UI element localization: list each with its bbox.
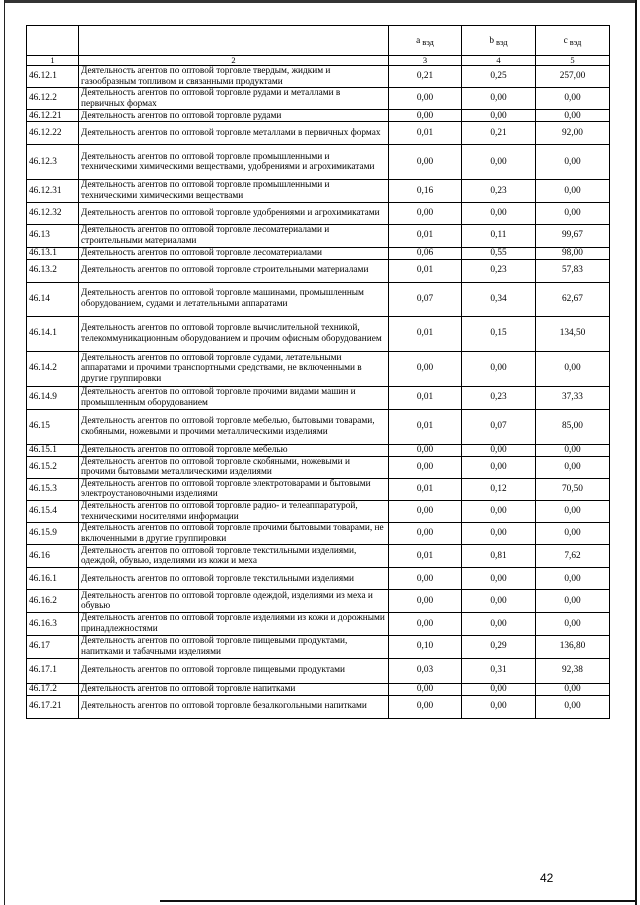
row-a-value: 0,06 <box>389 247 462 259</box>
row-c-value: 0,00 <box>536 351 610 386</box>
row-b-value: 0,00 <box>462 613 536 635</box>
row-b-value: 0,00 <box>462 695 536 718</box>
row-code-cell: 46.15.4 <box>27 500 79 522</box>
row-name-cell: Деятельность агентов по оптовой торговле скобяными, ножевыми и прочими бытовыми металлическими изделиями <box>79 456 389 478</box>
row-code-cell: 46.16 <box>27 545 79 568</box>
row-c-value: 0,00 <box>536 683 610 695</box>
row-c-value: 134,50 <box>536 316 610 351</box>
row-name-cell: Деятельность агентов по оптовой торговле рудами и металлами в первичных формах <box>79 88 389 110</box>
table-row <box>27 259 610 282</box>
column-index-5: 5 <box>536 56 610 66</box>
row-c-value: 0,00 <box>536 500 610 522</box>
row-c-value: 57,83 <box>536 259 610 282</box>
activity-coefficients-table <box>26 25 610 719</box>
header-row <box>27 26 610 56</box>
row-a-value: 0,00 <box>389 695 462 718</box>
row-b-value: 0,23 <box>462 180 536 202</box>
page-number: 42 <box>540 871 554 885</box>
row-code-cell: 46.14.9 <box>27 386 79 409</box>
table-row <box>27 145 610 180</box>
row-name-cell: Деятельность агентов по оптовой торговле пищевыми продуктами, напитками и табачными изделиями <box>79 635 389 658</box>
row-name-cell: Деятельность агентов по оптовой торговле прочими видами машин и промышленным оборудованием <box>79 386 389 409</box>
table-row <box>27 444 610 456</box>
scan-edge-top <box>4 0 636 3</box>
table-row <box>27 88 610 110</box>
row-code-cell: 46.12.22 <box>27 122 79 145</box>
row-name-cell: Деятельность агентов по оптовой торговле мебелью <box>79 444 389 456</box>
column-index-1: 1 <box>27 56 79 66</box>
row-code-cell: 46.16.1 <box>27 568 79 590</box>
table-row <box>27 635 610 658</box>
row-c-value: 70,50 <box>536 478 610 500</box>
row-name-cell: Деятельность агентов по оптовой торговле промышленными и техническими химическими веществами <box>79 180 389 202</box>
row-name-cell: Деятельность агентов по оптовой торговле безалкогольными напитками <box>79 695 389 718</box>
header-name-cell <box>79 26 389 56</box>
row-name-cell: Деятельность агентов по оптовой торговле пищевыми продуктами <box>79 658 389 683</box>
row-c-value: 85,00 <box>536 409 610 444</box>
row-b-value: 0,25 <box>462 66 536 88</box>
row-a-value: 0,01 <box>389 478 462 500</box>
row-a-value: 0,00 <box>389 110 462 122</box>
table-row <box>27 409 610 444</box>
column-index-3: 3 <box>389 56 462 66</box>
row-a-value: 0,01 <box>389 316 462 351</box>
row-b-value: 0,00 <box>462 145 536 180</box>
table-row <box>27 351 610 386</box>
table-row <box>27 545 610 568</box>
row-name-cell: Деятельность агентов по оптовой торговле рудами <box>79 110 389 122</box>
table-row <box>27 658 610 683</box>
table-row <box>27 180 610 202</box>
row-code-cell: 46.15.9 <box>27 523 79 545</box>
row-c-value: 0,00 <box>536 456 610 478</box>
row-name-cell: Деятельность агентов по оптовой торговле лесоматериалами и строительными материалами <box>79 224 389 247</box>
row-code-cell: 46.13.2 <box>27 259 79 282</box>
row-name-cell: Деятельность агентов по оптовой торговле твердым, жидким и газообразным топливом и связанными продуктами <box>79 66 389 88</box>
row-name-cell: Деятельность агентов по оптовой торговле строительными материалами <box>79 259 389 282</box>
row-c-value: 257,00 <box>536 66 610 88</box>
table-row <box>27 386 610 409</box>
row-b-value: 0,11 <box>462 224 536 247</box>
table-row <box>27 590 610 613</box>
row-c-value: 62,67 <box>536 282 610 316</box>
row-name-cell: Деятельность агентов по оптовой торговле вычислительной техникой, телекоммуникационным оборудованием и прочим офисным оборудованием <box>79 316 389 351</box>
row-a-value: 0,00 <box>389 202 462 224</box>
row-code-cell: 46.12.2 <box>27 88 79 110</box>
row-a-value: 0,00 <box>389 590 462 613</box>
row-code-cell: 46.15 <box>27 409 79 444</box>
row-code-cell: 46.12.31 <box>27 180 79 202</box>
row-b-value: 0,00 <box>462 444 536 456</box>
row-name-cell: Деятельность агентов по оптовой торговле лесоматериалами <box>79 247 389 259</box>
column-index-4: 4 <box>462 56 536 66</box>
row-c-value: 0,00 <box>536 695 610 718</box>
row-b-value: 0,21 <box>462 122 536 145</box>
row-name-cell: Деятельность агентов по оптовой торговле судами, летательными аппаратами и прочими транспортными средствами, не включенными в другие группировки <box>79 351 389 386</box>
row-b-value: 0,34 <box>462 282 536 316</box>
row-c-value: 7,62 <box>536 545 610 568</box>
row-b-value: 0,00 <box>462 351 536 386</box>
row-code-cell: 46.15.3 <box>27 478 79 500</box>
header-c-cell <box>536 26 610 56</box>
row-a-value: 0,00 <box>389 456 462 478</box>
row-b-value: 0,07 <box>462 409 536 444</box>
table-row <box>27 316 610 351</box>
row-c-value: 0,00 <box>536 613 610 635</box>
row-code-cell: 46.17.21 <box>27 695 79 718</box>
row-b-value: 0,00 <box>462 683 536 695</box>
row-code-cell: 46.12.1 <box>27 66 79 88</box>
header-code-cell <box>27 26 79 56</box>
row-c-value: 0,00 <box>536 444 610 456</box>
row-a-value: 0,01 <box>389 224 462 247</box>
table-row <box>27 683 610 695</box>
scan-edge-right <box>635 0 637 905</box>
row-name-cell: Деятельность агентов по оптовой торговле удобрениями и агрохимикатами <box>79 202 389 224</box>
row-c-value: 37,33 <box>536 386 610 409</box>
row-c-value: 0,00 <box>536 590 610 613</box>
row-b-value: 0,00 <box>462 523 536 545</box>
header-c-sub: вэд <box>569 36 582 47</box>
header-a-cell <box>389 26 462 56</box>
table-row <box>27 122 610 145</box>
row-c-value: 99,67 <box>536 224 610 247</box>
row-name-cell: Деятельность агентов по оптовой торговле одеждой, изделиями из меха и обувью <box>79 590 389 613</box>
row-a-value: 0,00 <box>389 351 462 386</box>
row-c-value: 0,00 <box>536 202 610 224</box>
table-row <box>27 247 610 259</box>
row-a-value: 0,16 <box>389 180 462 202</box>
row-name-cell: Деятельность агентов по оптовой торговле изделиями из кожи и дорожными принадлежностями <box>79 613 389 635</box>
row-code-cell: 46.17.1 <box>27 658 79 683</box>
row-b-value: 0,00 <box>462 88 536 110</box>
row-code-cell: 46.12.3 <box>27 145 79 180</box>
column-index-2: 2 <box>79 56 389 66</box>
row-b-value: 0,00 <box>462 110 536 122</box>
row-c-value: 0,00 <box>536 110 610 122</box>
header-c-main: c <box>563 35 568 46</box>
row-b-value: 0,31 <box>462 658 536 683</box>
row-a-value: 0,01 <box>389 386 462 409</box>
row-a-value: 0,00 <box>389 145 462 180</box>
row-code-cell: 46.13.1 <box>27 247 79 259</box>
row-a-value: 0,01 <box>389 259 462 282</box>
table-row <box>27 568 610 590</box>
row-a-value: 0,00 <box>389 88 462 110</box>
header-b-cell <box>462 26 536 56</box>
row-a-value: 0,01 <box>389 409 462 444</box>
row-a-value: 0,01 <box>389 122 462 145</box>
row-a-value: 0,00 <box>389 523 462 545</box>
row-b-value: 0,00 <box>462 202 536 224</box>
row-name-cell: Деятельность агентов по оптовой торговле машинами, промышленным оборудованием, судами и летательными аппаратами <box>79 282 389 316</box>
row-code-cell: 46.12.21 <box>27 110 79 122</box>
row-a-value: 0,00 <box>389 500 462 522</box>
row-b-value: 0,00 <box>462 568 536 590</box>
table-row <box>27 478 610 500</box>
row-name-cell: Деятельность агентов по оптовой торговле текстильными изделиями <box>79 568 389 590</box>
row-c-value: 0,00 <box>536 523 610 545</box>
row-b-value: 0,00 <box>462 500 536 522</box>
row-a-value: 0,00 <box>389 613 462 635</box>
table-row <box>27 66 610 88</box>
row-b-value: 0,00 <box>462 590 536 613</box>
row-name-cell: Деятельность агентов по оптовой торговле текстильными изделиями, одеждой, обувью, изделиями из кожи и меха <box>79 545 389 568</box>
row-b-value: 0,23 <box>462 259 536 282</box>
row-name-cell: Деятельность агентов по оптовой торговле электротоварами и бытовыми электроустановочными изделиями <box>79 478 389 500</box>
row-name-cell: Деятельность агентов по оптовой торговле металлами в первичных формах <box>79 122 389 145</box>
row-name-cell: Деятельность агентов по оптовой торговле промышленными и техническими химическими веществами, удобрениями и агрохимикатами <box>79 145 389 180</box>
header-a-sub: вэд <box>422 36 434 47</box>
row-b-value: 0,29 <box>462 635 536 658</box>
row-code-cell: 46.16.2 <box>27 590 79 613</box>
row-a-value: 0,07 <box>389 282 462 316</box>
table-row <box>27 500 610 522</box>
row-a-value: 0,03 <box>389 658 462 683</box>
row-a-value: 0,10 <box>389 635 462 658</box>
scan-edge-bottom <box>160 900 636 902</box>
table-row <box>27 110 610 122</box>
table-row <box>27 224 610 247</box>
row-c-value: 136,80 <box>536 635 610 658</box>
row-a-value: 0,21 <box>389 66 462 88</box>
row-c-value: 0,00 <box>536 180 610 202</box>
row-b-value: 0,81 <box>462 545 536 568</box>
column-index-row <box>27 56 610 66</box>
row-code-cell: 46.15.2 <box>27 456 79 478</box>
table-row <box>27 613 610 635</box>
header-b-main: b <box>489 35 495 46</box>
header-b-sub: вэд <box>496 36 508 47</box>
row-c-value: 0,00 <box>536 88 610 110</box>
row-c-value: 0,00 <box>536 145 610 180</box>
row-code-cell: 46.17.2 <box>27 683 79 695</box>
row-b-value: 0,15 <box>462 316 536 351</box>
scan-edge-left <box>4 0 5 905</box>
row-code-cell: 46.12.32 <box>27 202 79 224</box>
row-name-cell: Деятельность агентов по оптовой торговле радио- и телеаппаратурой, техническими носителями информации <box>79 500 389 522</box>
row-b-value: 0,12 <box>462 478 536 500</box>
table-row <box>27 202 610 224</box>
row-a-value: 0,00 <box>389 683 462 695</box>
row-c-value: 92,00 <box>536 122 610 145</box>
row-code-cell: 46.13 <box>27 224 79 247</box>
header-a-main: a <box>416 35 421 46</box>
row-a-value: 0,00 <box>389 568 462 590</box>
row-b-value: 0,00 <box>462 456 536 478</box>
table-row <box>27 456 610 478</box>
row-c-value: 98,00 <box>536 247 610 259</box>
row-a-value: 0,00 <box>389 444 462 456</box>
row-b-value: 0,55 <box>462 247 536 259</box>
row-code-cell: 46.15.1 <box>27 444 79 456</box>
table-row <box>27 523 610 545</box>
row-code-cell: 46.14.1 <box>27 316 79 351</box>
row-b-value: 0,23 <box>462 386 536 409</box>
row-c-value: 92,38 <box>536 658 610 683</box>
table-row <box>27 282 610 316</box>
row-code-cell: 46.17 <box>27 635 79 658</box>
row-code-cell: 46.16.3 <box>27 613 79 635</box>
row-name-cell: Деятельность агентов по оптовой торговле напитками <box>79 683 389 695</box>
row-code-cell: 46.14 <box>27 282 79 316</box>
row-c-value: 0,00 <box>536 568 610 590</box>
table-row <box>27 695 610 718</box>
row-a-value: 0,01 <box>389 545 462 568</box>
row-name-cell: Деятельность агентов по оптовой торговле прочими бытовыми товарами, не включенными в другие группировки <box>79 523 389 545</box>
row-name-cell: Деятельность агентов по оптовой торговле мебелью, бытовыми товарами, скобяными, ножевыми и прочими металлическими изделиями <box>79 409 389 444</box>
row-code-cell: 46.14.2 <box>27 351 79 386</box>
